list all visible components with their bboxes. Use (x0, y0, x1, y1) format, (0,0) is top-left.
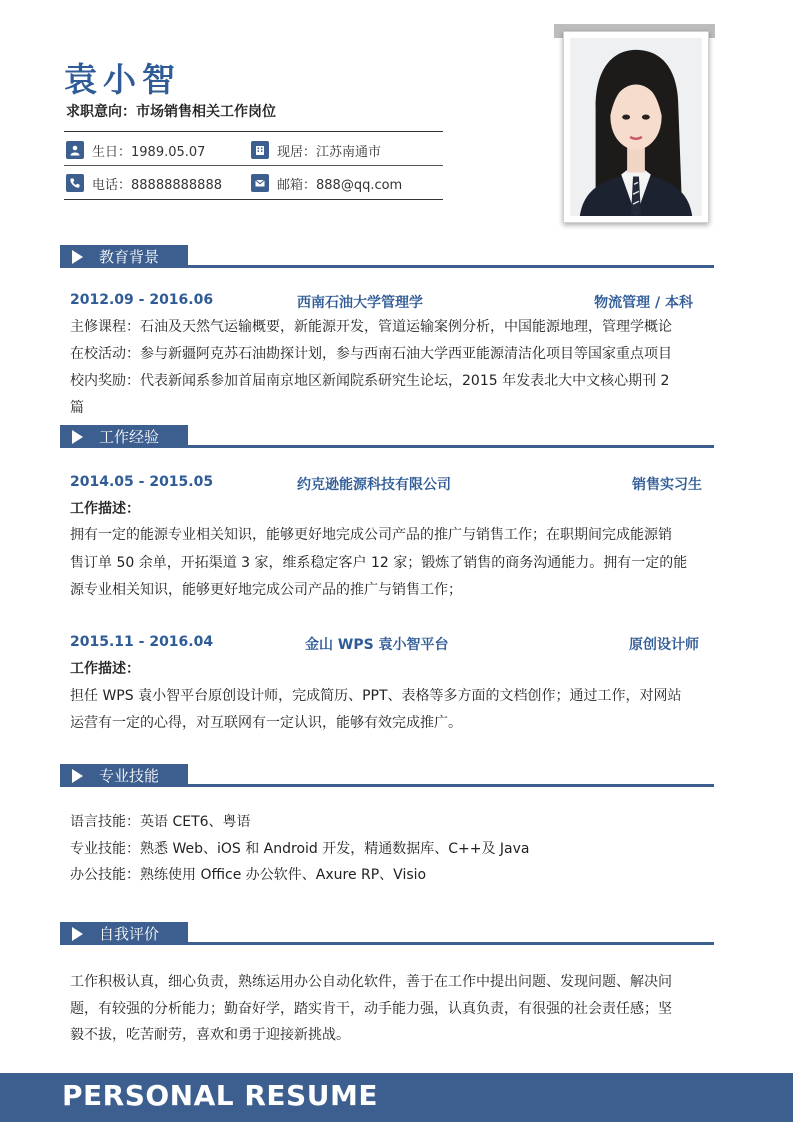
self-evaluation-line: 题，有较强的分析能力；勤奋好学，踏实肯干，动手能力强，认真负责，有很强的社会责任感；坚 (70, 1001, 672, 1017)
job-desc-line: 拥有一定的能源专业相关知识，能够更好地完成公司产品的推广与销售工作；在职期间完成能源销 (70, 527, 672, 543)
residence-text: 现居：江苏南通市 (277, 144, 382, 160)
triangle-icon (72, 430, 83, 444)
section-header-skills (60, 764, 188, 787)
job-company: 金山 WPS 袁小智平台 (305, 637, 449, 653)
education-line: 篇 (70, 400, 84, 416)
job-desc-line: 售订单 50 余单，开拓渠道 3 家，维系稳定客户 12 家；锻炼了销售的商务沟通能力。拥有一定的能 (70, 555, 688, 571)
self-evaluation-line: 工作积极认真，细心负责，熟练运用办公自动化软件，善于在工作中提出问题、发现问题、解决问 (70, 974, 672, 990)
job-role: 销售实习生 (632, 477, 702, 493)
job-entry-header (70, 634, 702, 654)
section-rule (188, 942, 714, 945)
section-header-education (60, 245, 188, 268)
job-intent: 求职意向：市场销售相关工作岗位 (66, 104, 276, 120)
triangle-icon (72, 769, 83, 783)
profile-photo (563, 31, 709, 223)
phone-icon (66, 174, 84, 192)
job-desc-line: 担任 WPS 袁小智平台原创设计师，完成简历、PPT、表格等多方面的文档创作；通过工作，对网站 (70, 688, 682, 704)
section-title: 教育背景 (99, 248, 160, 266)
section-rule (188, 784, 714, 787)
header-divider (64, 131, 443, 132)
email-text: 邮箱：888@qq.com (277, 177, 403, 193)
self-evaluation-line: 毅不拔，吃苦耐劳，喜欢和勇于迎接新挑战。 (70, 1027, 350, 1043)
job-desc-label: 工作描述： (70, 501, 140, 517)
education-line: 主修课程：石油及天然气运输概要，新能源开发，管道运输案例分析，中国能源地理，管理学概论 (70, 319, 672, 335)
job-entry-header (70, 474, 702, 494)
user-icon (66, 141, 84, 159)
job-date: 2015.11 - 2016.04 (70, 634, 214, 650)
section-rule (188, 265, 714, 268)
education-line: 在校活动：参与新疆阿克苏石油勘探计划，参与西南石油大学西亚能源清洁化项目等国家重点项目 (70, 346, 672, 362)
birthday-info (66, 139, 205, 161)
footer-title: PERSONAL RESUME (62, 1079, 378, 1112)
triangle-icon (72, 927, 83, 941)
section-header-self-evaluation (60, 922, 188, 945)
header-bottom-divider (64, 199, 443, 200)
section-header-work (60, 425, 188, 448)
info-divider (64, 165, 443, 166)
email-info (251, 172, 402, 194)
phone-text: 电话：88888888888 (92, 177, 222, 193)
residence-info (251, 139, 381, 161)
education-school: 西南石油大学管理学 (297, 295, 423, 311)
skill-line: 办公技能：熟练使用 Office 办公软件、Axure RP、Visio (70, 867, 427, 883)
education-degree: 物流管理 / 本科 (594, 295, 693, 311)
job-desc-line: 源专业相关知识，能够更好地完成公司产品的推广与销售工作； (70, 582, 462, 598)
job-desc-label: 工作描述： (70, 661, 140, 677)
triangle-icon (72, 250, 83, 264)
section-title: 自我评价 (99, 925, 160, 943)
mail-icon (251, 174, 269, 192)
job-date: 2014.05 - 2015.05 (70, 474, 214, 490)
job-desc-line: 运营有一定的心得，对互联网有一定认识，能够有效完成推广。 (70, 715, 462, 731)
applicant-name: 袁小智 (64, 60, 181, 99)
skill-line: 语言技能：英语 CET6、粤语 (70, 814, 251, 830)
education-date: 2012.09 - 2016.06 (70, 292, 214, 308)
birthday-text: 生日：1989.05.07 (92, 144, 206, 160)
section-rule (188, 445, 714, 448)
building-icon (251, 141, 269, 159)
section-title: 专业技能 (99, 767, 160, 785)
job-role: 原创设计师 (629, 637, 699, 653)
job-company: 约克逊能源科技有限公司 (297, 477, 451, 493)
section-title: 工作经验 (99, 428, 160, 446)
phone-info (66, 172, 222, 194)
education-entry-header (70, 292, 702, 312)
education-line: 校内奖励：代表新闻系参加首届南京地区新闻院系研究生论坛，2015 年发表北大中文核心期刊 2 (70, 373, 670, 389)
footer-banner (0, 1073, 793, 1122)
skill-line: 专业技能：熟悉 Web、iOS 和 Android 开发，精通数据库、C++及 Java (70, 841, 530, 857)
